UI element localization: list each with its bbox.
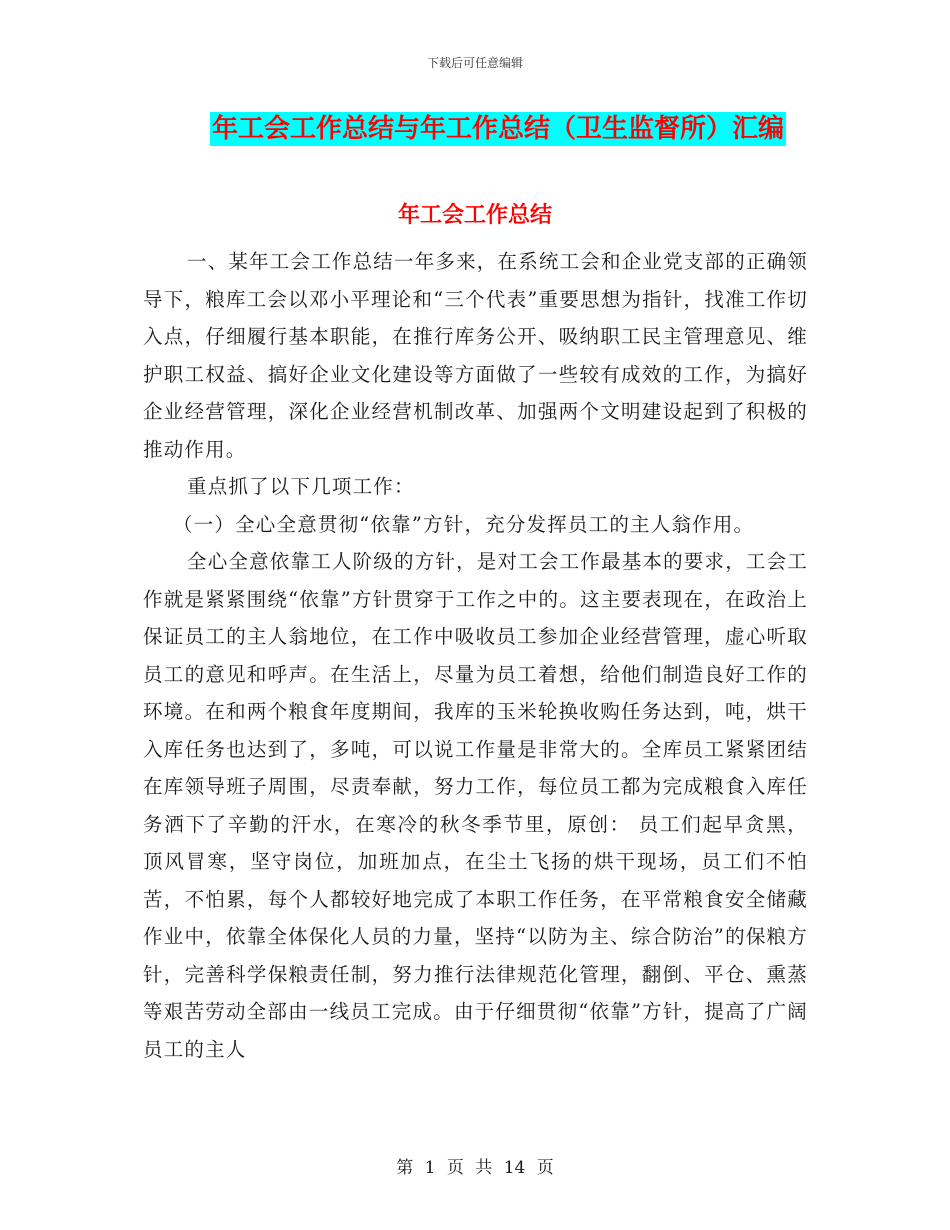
paragraph: （一）全心全意贯彻“依靠”方针，充分发挥员工的主人翁作用。 [173,512,755,536]
document-title: 年工会工作总结与年工作总结（卫生监督所）汇编 [211,114,784,144]
paragraph: 重点抓了以下几项工作： [187,475,415,498]
paragraph: 一、某年工会工作总结一年多来，在系统工会和企业党支部的正确领导下，粮库工会以邓小平理论和“三个代表”重要思想为指针，找准工作切入点，仔细履行基本职能，在推行库务公开、吸纳职工民主管理意见、维护职工权益、搞好企业文化建设等方面做了一些较有成效的工作，为搞好企业经营管理，深化企业经营机制改革、加强两个文明建设起到了积极的推动作用。 [143,250,809,461]
page-footer: 第 1 页 共 14 页 [396,1158,554,1178]
document-body [143,243,808,1068]
section-title: 年工会工作总结 [397,203,552,228]
document-title-container [0,112,950,146]
paragraph: 全心全意依靠工人阶级的方针，是对工会工作最基本的要求，工会工作就是紧紧围绕“依靠”方针贯穿于工作之中的。这主要表现在，在政治上保证员工的主人翁地位，在工作中吸收员工参加企业经营管理，虚心听取员工的意见和呼声。在生活上，尽量为员工着想，给他们制造良好工作的环境。在和两个粮食年度期间，我库的玉米轮换收购任务达到，吨，烘干入库任务也达到了，多吨，可以说工作量是非常大的。全库员工紧紧团结在库领导班子周围，尽责奉献，努力工作，每位员工都为完成粮食入库任务洒下了辛勤的汗水，在寒冷的秋冬季节里，原创： 员工们起早贪黑，顶风冒寒，坚守岗位，加班加点，在尘土飞扬的烘干现场，员工们不怕苦，不怕累，每个人都较好地完成了本职工作任务，在平常粮食安全储藏作业中，依靠全体保化人员的力量，坚持“以防为主、综合防治”的保粮方针，完善科学保粮责任制，努力推行法律规范化管理，翻倒、平仓、熏蒸等艰苦劳动全部由一线员工完成。由于仔细贯彻“依靠”方针，提高了广阔员工的主人 [143,550,809,1061]
page-header: 下载后可任意编辑 [426,56,523,70]
